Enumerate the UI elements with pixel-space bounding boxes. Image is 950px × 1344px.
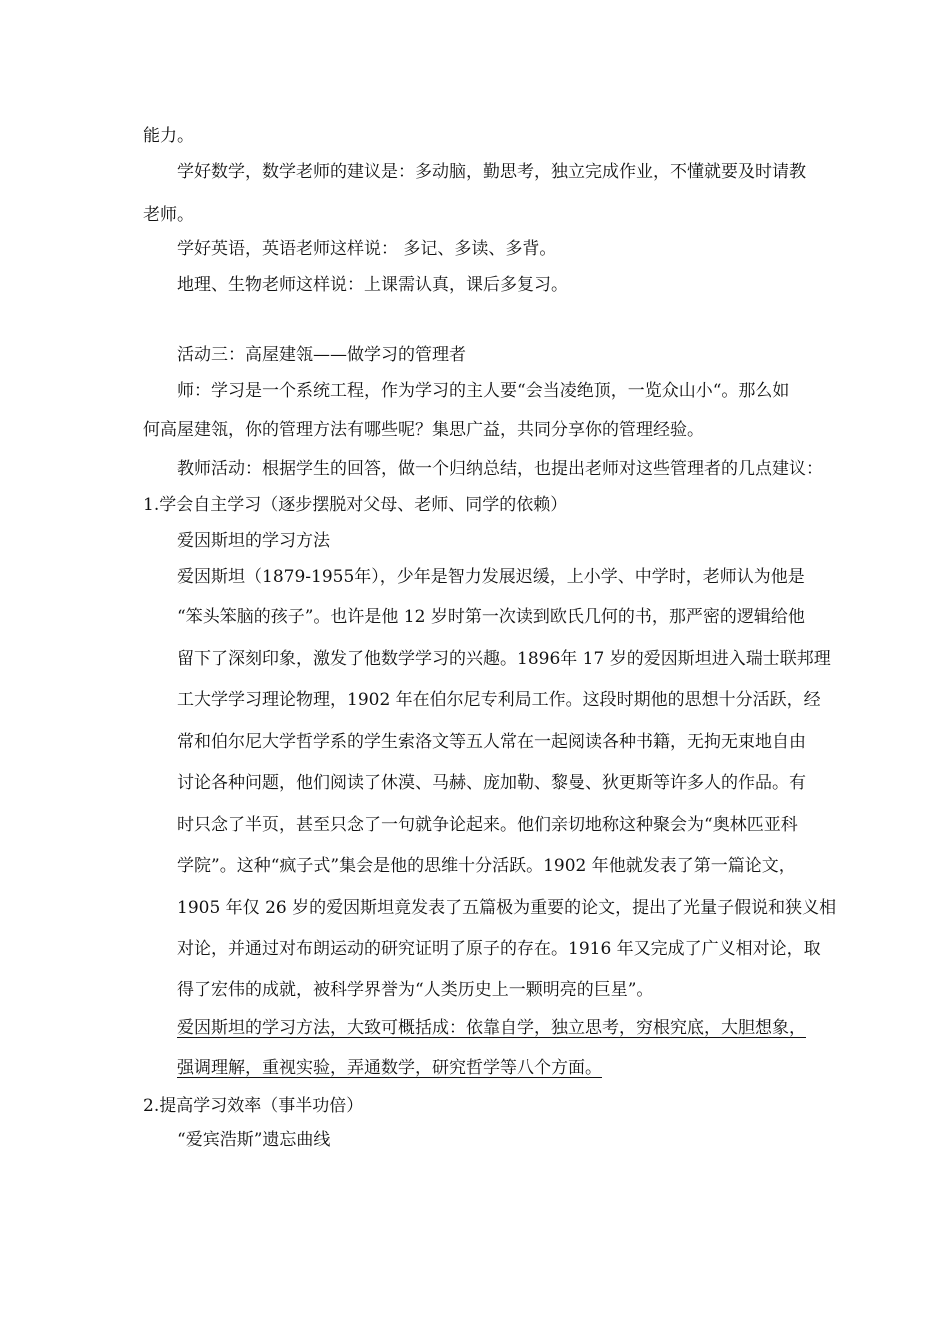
underlined-summary-line: 爱因斯坦的学习方法，大致可概括成：依靠自学，独立思考，穷根究底，大胆想象， — [177, 1018, 806, 1038]
text-line: 老师。 — [143, 205, 194, 225]
text-line: 常和伯尔尼大学哲学系的学生索洛文等五人常在一起阅读各种书籍，无拘无束地自由 — [177, 732, 806, 752]
subheading: 爱因斯坦的学习方法 — [177, 531, 330, 551]
text-line: 留下了深刻印象，激发了他数学学习的兴趣。1896年 17 岁的爱因斯坦进入瑞士联邦理 — [177, 649, 831, 669]
text-line: 1905 年仅 26 岁的爱因斯坦竟发表了五篇极为重要的论文，提出了光量子假说和狭义相 — [177, 898, 837, 918]
underlined-summary-line: 强调理解，重视实验，弄通数学，研究哲学等八个方面。 — [177, 1058, 602, 1078]
list-item-heading: 1.学会自主学习（逐步摆脱对父母、老师、同学的依赖） — [143, 495, 568, 515]
text-line: 师：学习是一个系统工程，作为学习的主人要“会当凌绝顶，一览众山小“。那么如 — [177, 381, 790, 401]
list-item-heading: 2.提高学习效率（事半功倍） — [143, 1096, 364, 1116]
subheading: “爱宾浩斯”遗忘曲线 — [177, 1130, 331, 1150]
text-line: 学好数学，数学老师的建议是：多动脑，勤思考，独立完成作业，不懂就要及时请教 — [177, 162, 806, 182]
text-line: 地理、生物老师这样说：上课需认真，课后多复习。 — [177, 275, 568, 295]
section-heading: 活动三：高屋建瓴——做学习的管理者 — [177, 345, 466, 365]
text-line: “笨头笨脑的孩子”。也许是他 12 岁时第一次读到欧氏几何的书，那严密的逻辑给他 — [177, 607, 805, 627]
text-line: 工大学学习理论物理，1902 年在伯尔尼专利局工作。这段时期他的思想十分活跃，经 — [177, 690, 821, 710]
text-line: 得了宏伟的成就，被科学界誉为“人类历史上一颗明亮的巨星”。 — [177, 980, 654, 1000]
text-line: 学院”。这种“疯子式”集会是他的思维十分活跃。1902 年他就发表了第一篇论文， — [177, 856, 796, 876]
text-line: 能力。 — [143, 126, 194, 146]
text-line: 爱因斯坦（1879-1955年），少年是智力发展迟缓，上小学、中学时，老师认为他是 — [177, 567, 805, 587]
text-line: 学好英语，英语老师这样说： 多记、多读、多背。 — [177, 239, 557, 259]
text-line: 时只念了半页，甚至只念了一句就争论起来。他们亲切地称这种聚会为“奥林匹亚科 — [177, 815, 798, 835]
text-line: 教师活动：根据学生的回答，做一个归纳总结，也提出老师对这些管理者的几点建议： — [177, 459, 823, 479]
text-line: 何高屋建瓴，你的管理方法有哪些呢？集思广益，共同分享你的管理经验。 — [143, 420, 704, 440]
text-line: 讨论各种问题，他们阅读了休漠、马赫、庞加勒、黎曼、狄更斯等许多人的作品。有 — [177, 773, 806, 793]
text-line: 对论，并通过对布朗运动的研究证明了原子的存在。1916 年又完成了广义相对论，取 — [177, 939, 821, 959]
